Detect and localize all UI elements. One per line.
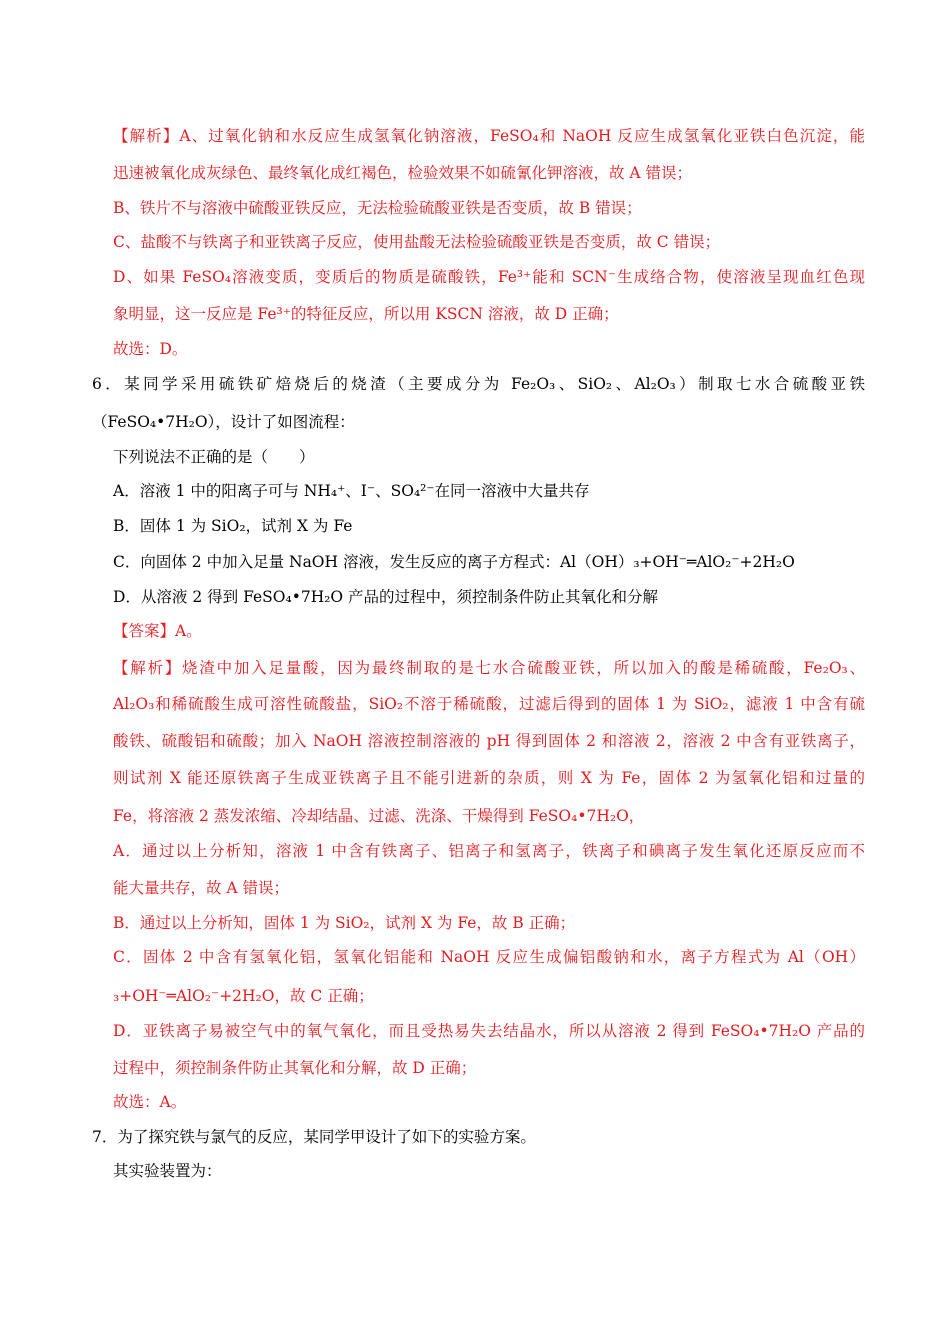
q6-answer: 【答案】A。: [113, 622, 202, 640]
q6-analysis-line-12: 过程中，须控制条件防止其氧化和分解，故 D 正确；: [113, 1059, 477, 1077]
q6-stem-line-3: 下列说法不正确的是（ ）: [113, 448, 315, 466]
q5-analysis-line-3: B、铁片不与溶液中硫酸亚铁反应，无法检验硫酸亚铁是否变质，故 B 错误；: [113, 199, 642, 217]
q6-analysis-line-7: 能大量共存，故 A 错误；: [113, 879, 290, 897]
q5-analysis-line-1: 【解析】A、过氧化钠和水反应生成氢氧化钠溶液，FeSO₄和 NaOH 反应生成氢氧化亚铁白色沉淀，能: [113, 127, 865, 145]
q6-option-d: D．从溶液 2 得到 FeSO₄•7H₂O 产品的过程中，须控制条件防止其氧化和分解: [113, 588, 659, 606]
q6-analysis-line-3: 酸铁、硫酸铝和硫酸；加入 NaOH 溶液控制溶液的 pH 得到固体 2 和溶液 2，溶液 2 中含有亚铁离子，: [113, 732, 865, 750]
q6-analysis-line-5: Fe，将溶液 2 蒸发浓缩、冷却结晶、过滤、洗涤、干燥得到 FeSO₄•7H₂O，: [113, 807, 645, 825]
q7-stem-line-2: 其实验装置为：: [113, 1162, 222, 1180]
q6-analysis-line-6: A．通过以上分析知，溶液 1 中含有铁离子、铝离子和氢离子，铁离子和碘离子发生氧化还原反应而不: [113, 842, 865, 860]
q6-analysis-line-4: 则试剂 X 能还原铁离子生成亚铁离子且不能引进新的杂质，则 X 为 Fe，固体 2 为氢氧化铝和过量的: [113, 769, 865, 787]
q6-stem-line-1: 6．某同学采用硫铁矿焙烧后的烧渣（主要成分为 Fe₂O₃、SiO₂、Al₂O₃）制取七水合硫酸亚铁: [92, 375, 865, 393]
q6-analysis-line-10: ₃+OH⁻═AlO₂⁻+2H₂O，故 C 正确；: [113, 987, 374, 1005]
q6-analysis-line-9: C．固体 2 中含有氢氧化铝，氢氧化铝能和 NaOH 反应生成偏铝酸钠和水，离子方程式为 Al（OH）: [113, 948, 865, 966]
q6-analysis-line-13: 故选：A。: [113, 1093, 187, 1111]
q6-option-a: A．溶液 1 中的阳离子可与 NH₄⁺、I⁻、SO₄²⁻在同一溶液中大量共存: [113, 482, 590, 500]
q6-option-c: C．向固体 2 中加入足量 NaOH 溶液，发生反应的离子方程式：Al（OH）₃+OH⁻═AlO₂⁻+2H₂O: [113, 553, 795, 571]
q6-stem-line-2: （FeSO₄•7H₂O），设计了如图流程：: [92, 413, 355, 431]
q6-analysis-line-1: 【解析】烧渣中加入足量酸，因为最终制取的是七水合硫酸亚铁，所以加入的酸是稀硫酸，Fe₂O₃、: [113, 659, 865, 677]
q7-stem-line-1: 7．为了探究铁与氯气的反应，某同学甲设计了如下的实验方案。: [92, 1128, 536, 1146]
q5-analysis-line-4: C、盐酸不与铁离子和亚铁离子反应，使用盐酸无法检验硫酸亚铁是否变质，故 C 错误；: [113, 233, 721, 251]
q5-analysis-line-5: D、如果 FeSO₄溶液变质，变质后的物质是硫酸铁，Fe³⁺能和 SCN⁻生成络合物，使溶液呈现血红色现: [113, 268, 865, 286]
q6-analysis-line-2: Al₂O₃和稀硫酸生成可溶性硫酸盐，SiO₂不溶于稀硫酸，过滤后得到的固体 1 为 SiO₂，滤液 1 中含有硫: [113, 695, 865, 713]
q5-analysis-line-7: 故选：D。: [113, 340, 188, 358]
q6-analysis-line-8: B．通过以上分析知，固体 1 为 SiO₂，试剂 X 为 Fe，故 B 正确；: [113, 914, 576, 932]
q5-analysis-line-6: 象明显，这一反应是 Fe³⁺的特征反应，所以用 KSCN 溶液，故 D 正确；: [113, 305, 619, 323]
q5-analysis-line-2: 迅速被氧化成灰绿色、最终氧化成红褐色，检验效果不如硫氰化钾溶液，故 A 错误；: [113, 164, 693, 182]
q6-option-b: B．固体 1 为 SiO₂，试剂 X 为 Fe: [113, 517, 353, 535]
q6-analysis-line-11: D．亚铁离子易被空气中的氧气氧化，而且受热易失去结晶水，所以从溶液 2 得到 FeSO₄•7H₂O 产品的: [113, 1022, 865, 1040]
